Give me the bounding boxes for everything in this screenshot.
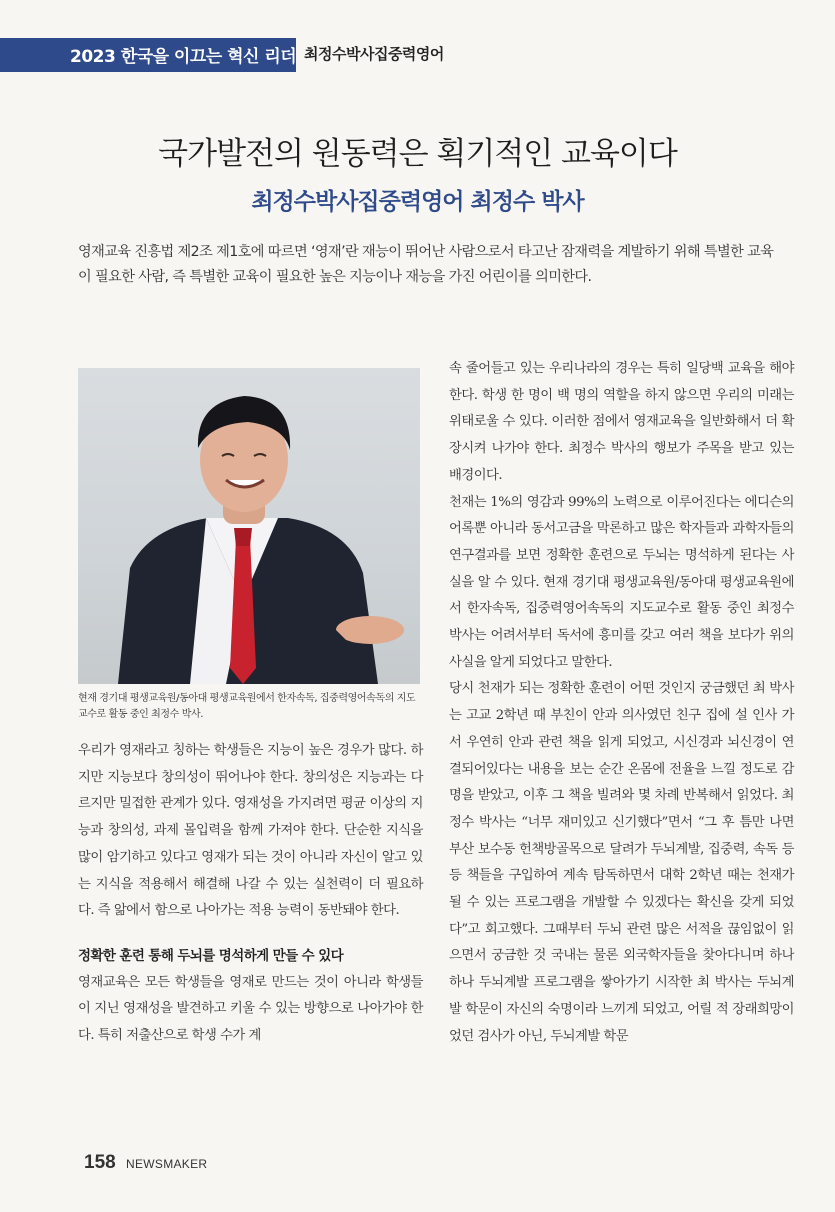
body-paragraph: 당시 천재가 되는 정확한 훈련이 어떤 것인지 궁금했던 최 박사는 고교 2학년 때 부친이 안과 의사였던 친구 집에 설 인사 가서 우연히 안과 관련 책을 읽게 되었고, 시신경과 뇌신경이 연결되어있다는 내용을 보는 순간 온몸에 전율을 느낄 정도로 감명을 받았고, 이후 그 책을 빌려와 몇 차례 반복해서 읽었다. 최정수 박사는 “너무 재미있고 신기했다”면서 “그 후 틈만 나면 부산 보수동 헌책방골목으로 달려가 두뇌계발, 집중력, 속독 등등 책들을 구입하여 계속 탐독하면서 대학 2학년 때는 천재가 될 수 있는 프로그램을 개발할 수 있겠다는 확신을 갖게 되었다”고 회고했다. 그때부터 두뇌 관련 많은 서적을 끊임없이 읽으면서 궁금한 것 국내는 물론 외국학자들을 찾아다니며 하나하나 두뇌계발 프로그램을 쌓아가기 시작한 최 박사는 두뇌계발 학문이 자신의 숙명이라 느끼게 되었고, 어릴 적 장래희망이었던 검사가 아닌, 두뇌계발 학문 [449,681,794,1044]
body-paragraph: 영재교육은 모든 학생들을 영재로 만드는 것이 아니라 학생들이 지닌 영재성을 발견하고 키울 수 있는 방향으로 나아가야 한다. 특히 저출산으로 학생 수가 계 [78,974,423,1044]
article-lead: 영재교육 진흥법 제2조 제1호에 따르면 ‘영재’란 재능이 뛰어난 사람으로서 타고난 잠재력을 계발하기 위해 특별한 교육이 필요한 사람, 즉 특별한 교육이 필요한 높은 지능이나 재능을 가진 어린이를 의미한다. [78,244,774,285]
magazine-name: NEWSMAKER [126,1157,208,1171]
series-title: 2023 한국을 이끄는 혁신 리더 [70,47,297,67]
body-paragraph: 속 줄어들고 있는 우리나라의 경우는 특히 일당백 교육을 해야 한다. 학생 한 명이 백 명의 역할을 하지 않으면 우리의 미래는 위태로울 수 있다. 이러한 점에서 영재교육을 일반화해서 더 확장시켜 나가야 한다. 최정수 박사의 행보가 주목을 받고 있는 배경이다. [449,361,794,483]
portrait-illustration [78,368,420,684]
portrait-photo [78,368,420,684]
page-number: 158 [84,1152,116,1173]
body-paragraph: 우리가 영재라고 칭하는 학생들은 지능이 높은 경우가 많다. 하지만 지능보다 창의성이 뛰어나야 한다. 창의성은 지능과는 다르지만 밀접한 관계가 있다. 영재성을 가지려면 평균 이상의 지능과 창의성, 과제 몰입력을 함께 가져야 한다. 단순한 지식을 많이 암기하고 있다고 영재가 되는 것이 아니라 자신이 알고 있는 지식을 적용해서 해결해 나갈 수 있는 실천력이 더 필요하다. 즉 앎에서 함으로 나아가는 적용 능력이 동반돼야 한다. [78,743,423,919]
body-paragraph: 천재는 1%의 영감과 99%의 노력으로 이루어진다는 에디슨의 어록뿐 아니라 동서고금을 막론하고 많은 학자들과 과학자들의 연구결과를 보면 정확한 훈련으로 두뇌는 명석하게 된다는 사실을 알 수 있다. 현재 경기대 평생교육원/동아대 평생교육원에서 한자속독, 집중력영어속독의 지도교수로 활동 중인 최정수 박사는 어려서부터 독서에 흥미를 갖고 여러 책을 보다가 위의 사실을 알게 되었다고 말한다. [449,494,794,670]
right-column [449,356,794,1050]
photo-caption: 현재 경기대 평생교육원/동아대 평생교육원에서 한자속독, 집중력영어속독의 지도교수로 활동 중인 최정수 박사. [78,693,416,720]
section-label: 최정수박사집중력영어 [304,45,444,63]
left-column [78,738,423,1050]
section-heading: 정확한 훈련 통해 두뇌를 명석하게 만들 수 있다 [78,947,344,964]
article-subtitle: 최정수박사집중력영어 최정수 박사 [251,189,584,215]
article-title: 국가발전의 원동력은 획기적인 교육이다 [158,136,677,172]
